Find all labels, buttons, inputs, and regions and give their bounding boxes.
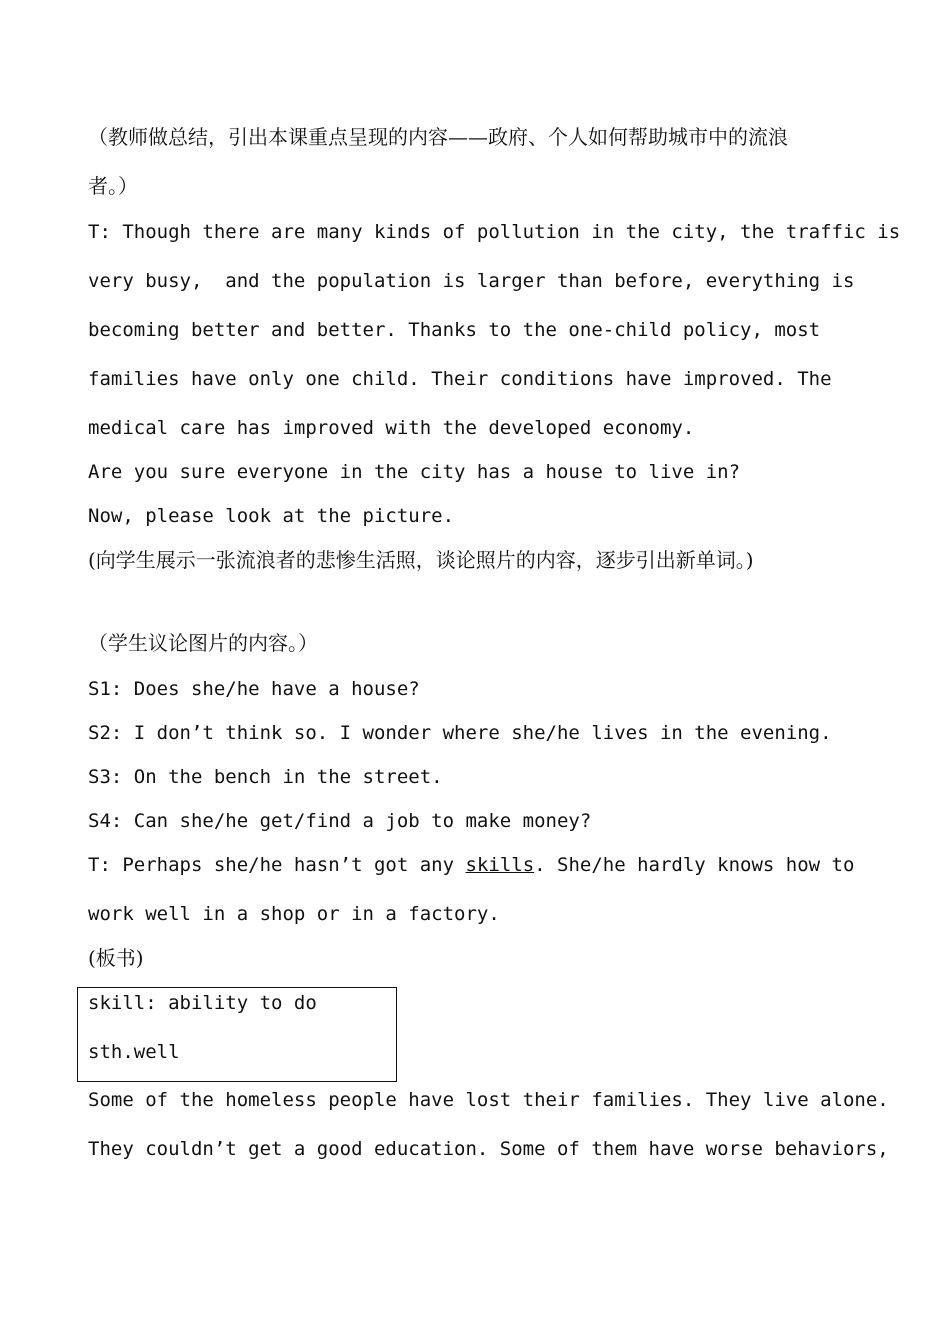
teacher-line-4: families have only one child. Their conditions have improved. The xyxy=(88,368,832,390)
teacher-line-7: Now, please look at the picture. xyxy=(88,505,455,527)
teacher-line-2: very busy, and the population is larger than before, everything is xyxy=(88,270,855,292)
summary-line-1: （教师做总结，引出本课重点呈现的内容——政府、个人如何帮助城市中的流浪 xyxy=(88,125,788,149)
closing-line-1: Some of the homeless people have lost their families. They live alone. xyxy=(88,1089,889,1111)
teacher-line-1: T: Though there are many kinds of pollution in the city, the traffic is xyxy=(88,221,901,243)
dialogue-s1: S1: Does she/he have a house? xyxy=(88,678,420,700)
dialogue-teacher-line-2: work well in a shop or in a factory. xyxy=(88,903,500,925)
dialogue-s3: S3: On the bench in the street. xyxy=(88,766,443,788)
discussion-note: （学生议论图片的内容。） xyxy=(88,631,318,655)
dialogue-s4: S4: Can she/he get/find a job to make money? xyxy=(88,810,592,832)
board-note: (板书) xyxy=(88,946,144,970)
board-line-2: sth.well xyxy=(88,1041,180,1063)
dialogue-teacher-post: . She/he hardly knows how to xyxy=(534,854,855,876)
teacher-line-5: medical care has improved with the developed economy. xyxy=(88,417,695,439)
dialogue-teacher xyxy=(88,853,854,877)
dialogue-s2: S2: I don’t think so. I wonder where she/he lives in the evening. xyxy=(88,722,832,744)
closing-line-2: They couldn’t get a good education. Some of them have worse behaviors, xyxy=(88,1138,889,1160)
board-line-1: skill: ability to do xyxy=(88,992,317,1014)
summary-line-2: 者。） xyxy=(88,174,138,198)
teacher-line-3: becoming better and better. Thanks to the one-child policy, most xyxy=(88,319,821,341)
keyword-skills: skills xyxy=(465,854,535,876)
picture-note: (向学生展示一张流浪者的悲惨生活照，谈论照片的内容，逐步引出新单词。) xyxy=(88,548,754,572)
teacher-line-6: Are you sure everyone in the city has a house to live in? xyxy=(88,461,741,483)
dialogue-teacher-pre: T: Perhaps she/he hasn’t got any xyxy=(88,854,466,876)
